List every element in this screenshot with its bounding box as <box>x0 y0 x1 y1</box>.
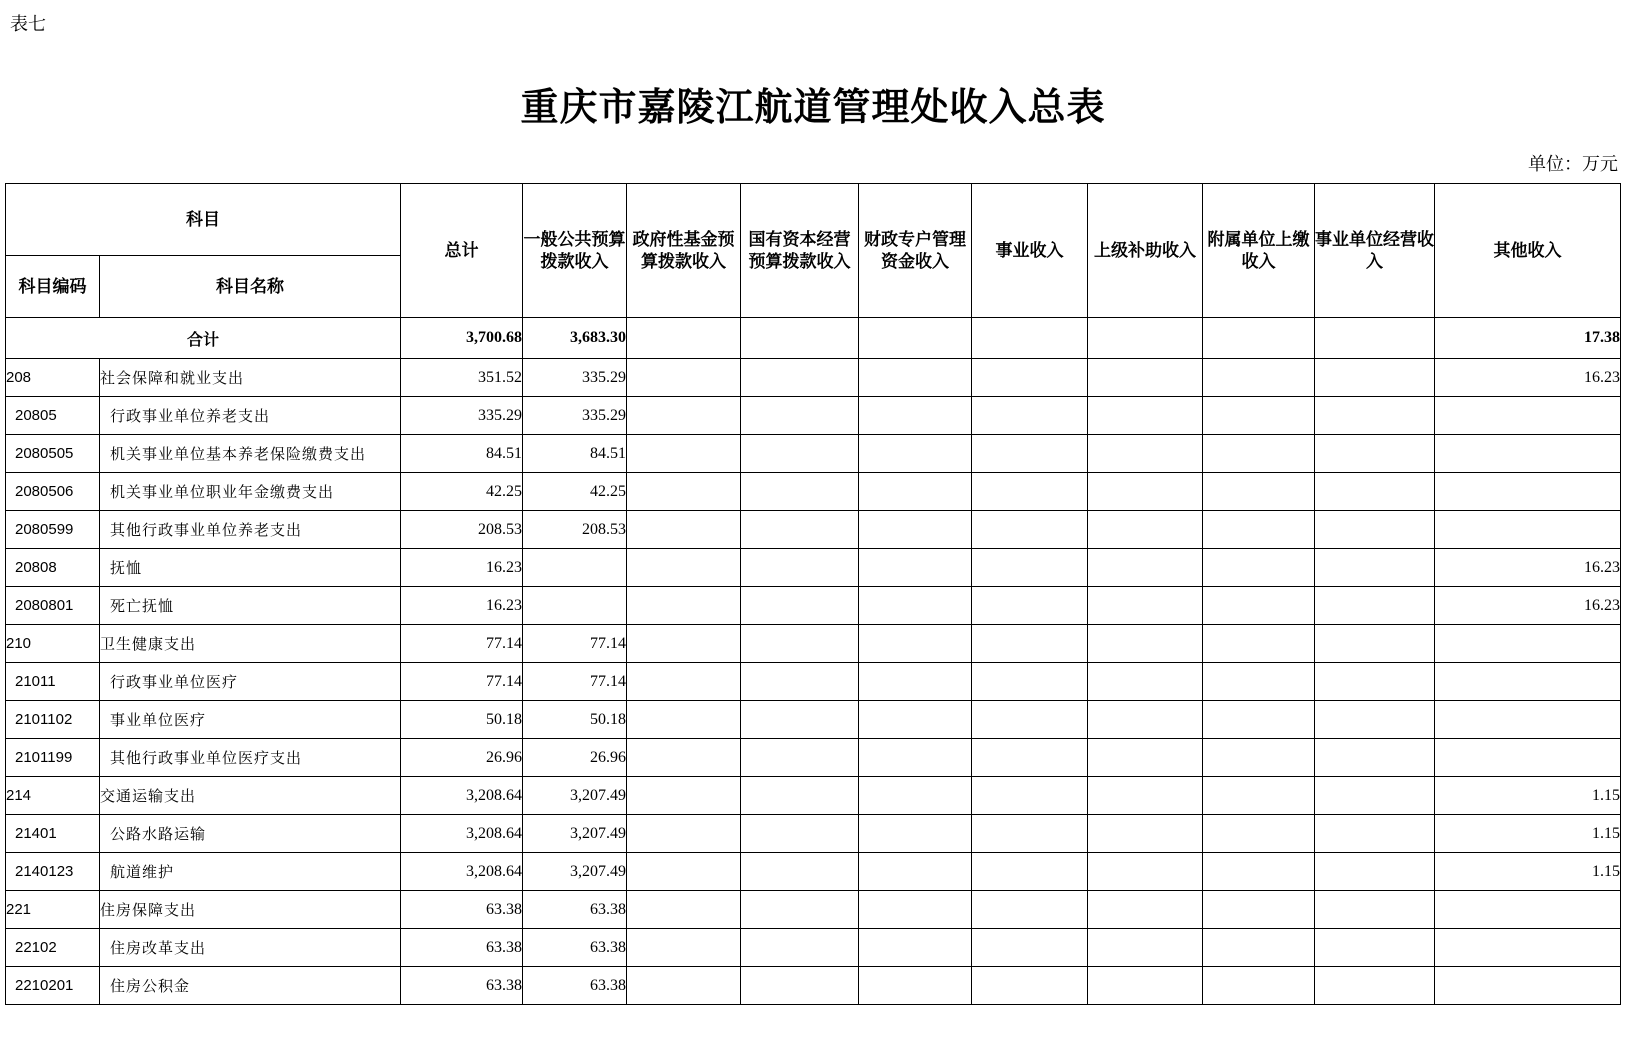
affiliate-income-cell <box>1203 853 1315 891</box>
business-income-cell <box>972 701 1088 739</box>
state-capital-cell <box>741 587 859 625</box>
table-row <box>6 511 1621 549</box>
gov-fund-cell <box>627 853 741 891</box>
operating-income-cell <box>1315 891 1435 929</box>
state-capital-cell <box>741 701 859 739</box>
other-income-cell: 16.23 <box>1435 587 1621 625</box>
table-row <box>6 891 1621 929</box>
general-budget-cell: 3,207.49 <box>523 853 627 891</box>
business-income-cell <box>972 625 1088 663</box>
superior-subsidy-cell <box>1088 473 1203 511</box>
superior-subsidy-cell <box>1088 929 1203 967</box>
subject-header: 科目 <box>6 184 401 256</box>
state-capital-cell <box>741 397 859 435</box>
total-row <box>6 318 1621 359</box>
table-row <box>6 777 1621 815</box>
subject-name-cell: 其他行政事业单位养老支出 <box>100 511 401 549</box>
special-fund-cell <box>859 587 972 625</box>
other-income-cell <box>1435 435 1621 473</box>
general-budget-cell: 63.38 <box>523 929 627 967</box>
subject-code-cell: 208 <box>6 359 100 397</box>
subject-name-cell: 卫生健康支出 <box>100 625 401 663</box>
subject-code-cell: 214 <box>6 777 100 815</box>
general-budget-cell: 63.38 <box>523 967 627 1005</box>
table-row <box>6 853 1621 891</box>
gov-fund-cell <box>627 549 741 587</box>
subject-code-cell: 2080505 <box>6 435 100 473</box>
special-fund-cell <box>859 701 972 739</box>
other-income-cell <box>1435 967 1621 1005</box>
general-budget-cell: 335.29 <box>523 397 627 435</box>
special-fund-cell <box>859 891 972 929</box>
business-income-cell <box>972 663 1088 701</box>
business-income-cell <box>972 511 1088 549</box>
total-cell: 3,700.68 <box>401 318 523 359</box>
special-fund-cell <box>859 967 972 1005</box>
superior-subsidy-cell <box>1088 853 1203 891</box>
subject-code-cell: 21011 <box>6 663 100 701</box>
header-row <box>6 184 1621 256</box>
operating-income-cell <box>1315 549 1435 587</box>
operating-income-cell <box>1315 397 1435 435</box>
affiliate-income-cell <box>1203 701 1315 739</box>
affiliate-income-cell <box>1203 929 1315 967</box>
special-fund-cell <box>859 815 972 853</box>
other-income-cell: 17.38 <box>1435 318 1621 359</box>
superior-subsidy-cell <box>1088 777 1203 815</box>
other-income-header: 其他收入 <box>1435 184 1621 318</box>
superior-subsidy-cell <box>1088 663 1203 701</box>
other-income-cell <box>1435 397 1621 435</box>
general-budget-cell <box>523 549 627 587</box>
general-budget-cell: 77.14 <box>523 663 627 701</box>
superior-subsidy-cell <box>1088 739 1203 777</box>
subject-code-cell: 2101102 <box>6 701 100 739</box>
special-fund-cell <box>859 739 972 777</box>
special-fund-cell <box>859 435 972 473</box>
subject-name-cell: 行政事业单位医疗 <box>100 663 401 701</box>
operating-income-cell <box>1315 815 1435 853</box>
subject-code-cell: 22102 <box>6 929 100 967</box>
general-budget-cell <box>523 587 627 625</box>
gov-fund-cell <box>627 777 741 815</box>
special-fund-cell <box>859 853 972 891</box>
subject-code-cell: 21401 <box>6 815 100 853</box>
table-row <box>6 967 1621 1005</box>
state-capital-cell <box>741 891 859 929</box>
affiliate-income-cell <box>1203 967 1315 1005</box>
table-number: 表七 <box>10 14 46 35</box>
operating-income-cell <box>1315 739 1435 777</box>
table-row <box>6 359 1621 397</box>
operating-income-cell <box>1315 967 1435 1005</box>
state-capital-cell <box>741 929 859 967</box>
table-row <box>6 701 1621 739</box>
subject-name-cell: 其他行政事业单位医疗支出 <box>100 739 401 777</box>
table-row <box>6 815 1621 853</box>
special-fund-cell <box>859 663 972 701</box>
state-capital-cell <box>741 625 859 663</box>
special-fund-header: 财政专户管理资金收入 <box>859 184 972 318</box>
special-fund-cell <box>859 929 972 967</box>
business-income-cell <box>972 587 1088 625</box>
superior-subsidy-cell <box>1088 625 1203 663</box>
gov-fund-cell <box>627 397 741 435</box>
total-cell: 63.38 <box>401 967 523 1005</box>
gov-fund-header: 政府性基金预算拨款收入 <box>627 184 741 318</box>
superior-subsidy-header: 上级补助收入 <box>1088 184 1203 318</box>
subject-code-cell: 2101199 <box>6 739 100 777</box>
general-budget-cell: 50.18 <box>523 701 627 739</box>
business-income-cell <box>972 397 1088 435</box>
state-capital-cell <box>741 511 859 549</box>
general-budget-cell: 335.29 <box>523 359 627 397</box>
superior-subsidy-cell <box>1088 967 1203 1005</box>
superior-subsidy-cell <box>1088 511 1203 549</box>
affiliate-income-cell <box>1203 359 1315 397</box>
general-budget-cell: 26.96 <box>523 739 627 777</box>
business-income-cell <box>972 777 1088 815</box>
affiliate-income-cell <box>1203 777 1315 815</box>
general-budget-cell: 3,683.30 <box>523 318 627 359</box>
special-fund-cell <box>859 777 972 815</box>
total-cell: 63.38 <box>401 929 523 967</box>
subject-code-cell: 2140123 <box>6 853 100 891</box>
other-income-cell: 16.23 <box>1435 549 1621 587</box>
affiliate-income-cell <box>1203 318 1315 359</box>
business-income-cell <box>972 549 1088 587</box>
gov-fund-cell <box>627 815 741 853</box>
subject-name-cell: 社会保障和就业支出 <box>100 359 401 397</box>
operating-income-cell <box>1315 473 1435 511</box>
special-fund-cell <box>859 625 972 663</box>
general-budget-cell: 208.53 <box>523 511 627 549</box>
total-cell: 63.38 <box>401 891 523 929</box>
subject-name-cell: 事业单位医疗 <box>100 701 401 739</box>
special-fund-cell <box>859 473 972 511</box>
subject-code-cell: 2080801 <box>6 587 100 625</box>
affiliate-income-cell <box>1203 473 1315 511</box>
other-income-cell <box>1435 625 1621 663</box>
superior-subsidy-cell <box>1088 815 1203 853</box>
gov-fund-cell <box>627 511 741 549</box>
affiliate-income-cell <box>1203 397 1315 435</box>
gov-fund-cell <box>627 318 741 359</box>
subject-code-cell: 2080599 <box>6 511 100 549</box>
special-fund-cell <box>859 549 972 587</box>
general-budget-cell: 3,207.49 <box>523 815 627 853</box>
affiliate-income-cell <box>1203 511 1315 549</box>
state-capital-cell <box>741 318 859 359</box>
affiliate-income-cell <box>1203 435 1315 473</box>
operating-income-cell <box>1315 853 1435 891</box>
operating-income-cell <box>1315 587 1435 625</box>
other-income-cell <box>1435 473 1621 511</box>
table-row <box>6 549 1621 587</box>
special-fund-cell <box>859 397 972 435</box>
income-summary-table <box>5 183 1621 1005</box>
operating-income-cell <box>1315 318 1435 359</box>
affiliate-income-cell <box>1203 891 1315 929</box>
page-title: 重庆市嘉陵江航道管理处收入总表 <box>520 84 1106 129</box>
business-income-cell <box>972 853 1088 891</box>
gov-fund-cell <box>627 359 741 397</box>
business-income-cell <box>972 891 1088 929</box>
business-income-cell <box>972 435 1088 473</box>
subject-name-cell: 航道维护 <box>100 853 401 891</box>
total-header: 总计 <box>401 184 523 318</box>
state-capital-cell <box>741 815 859 853</box>
total-cell: 351.52 <box>401 359 523 397</box>
total-cell: 26.96 <box>401 739 523 777</box>
subject-code-cell: 20805 <box>6 397 100 435</box>
affiliate-income-cell <box>1203 625 1315 663</box>
total-cell: 50.18 <box>401 701 523 739</box>
affiliate-income-cell <box>1203 587 1315 625</box>
gov-fund-cell <box>627 663 741 701</box>
state-capital-cell <box>741 435 859 473</box>
other-income-cell <box>1435 929 1621 967</box>
general-budget-header: 一般公共预算拨款收入 <box>523 184 627 318</box>
code-header: 科目编码 <box>6 256 100 318</box>
superior-subsidy-cell <box>1088 587 1203 625</box>
state-capital-cell <box>741 359 859 397</box>
subject-name-cell: 公路水路运输 <box>100 815 401 853</box>
operating-income-cell <box>1315 777 1435 815</box>
business-income-cell <box>972 318 1088 359</box>
other-income-cell: 1.15 <box>1435 853 1621 891</box>
subject-name-cell: 行政事业单位养老支出 <box>100 397 401 435</box>
business-income-cell <box>972 815 1088 853</box>
subject-name-cell: 抚恤 <box>100 549 401 587</box>
other-income-cell: 1.15 <box>1435 815 1621 853</box>
state-capital-cell <box>741 853 859 891</box>
total-cell: 16.23 <box>401 549 523 587</box>
affiliate-income-cell <box>1203 739 1315 777</box>
total-cell: 16.23 <box>401 587 523 625</box>
other-income-cell <box>1435 739 1621 777</box>
subject-code-cell: 221 <box>6 891 100 929</box>
superior-subsidy-cell <box>1088 549 1203 587</box>
affiliate-income-cell <box>1203 815 1315 853</box>
business-income-header: 事业收入 <box>972 184 1088 318</box>
superior-subsidy-cell <box>1088 359 1203 397</box>
table-row <box>6 739 1621 777</box>
total-cell: 77.14 <box>401 625 523 663</box>
other-income-cell: 1.15 <box>1435 777 1621 815</box>
gov-fund-cell <box>627 473 741 511</box>
gov-fund-cell <box>627 739 741 777</box>
gov-fund-cell <box>627 967 741 1005</box>
total-cell: 42.25 <box>401 473 523 511</box>
special-fund-cell <box>859 511 972 549</box>
table-row <box>6 397 1621 435</box>
affiliate-income-cell <box>1203 663 1315 701</box>
operating-income-cell <box>1315 663 1435 701</box>
general-budget-cell: 42.25 <box>523 473 627 511</box>
total-cell: 3,208.64 <box>401 815 523 853</box>
operating-income-cell <box>1315 359 1435 397</box>
table-row <box>6 473 1621 511</box>
subject-code-cell: 20808 <box>6 549 100 587</box>
general-budget-cell: 63.38 <box>523 891 627 929</box>
subject-name-cell: 住房保障支出 <box>100 891 401 929</box>
other-income-cell <box>1435 701 1621 739</box>
gov-fund-cell <box>627 891 741 929</box>
subject-name-cell: 住房改革支出 <box>100 929 401 967</box>
gov-fund-cell <box>627 587 741 625</box>
gov-fund-cell <box>627 435 741 473</box>
general-budget-cell: 3,207.49 <box>523 777 627 815</box>
state-capital-cell <box>741 967 859 1005</box>
other-income-cell <box>1435 511 1621 549</box>
table-row <box>6 587 1621 625</box>
total-cell: 335.29 <box>401 397 523 435</box>
operating-income-header: 事业单位经营收入 <box>1315 184 1435 318</box>
subject-code-cell: 2080506 <box>6 473 100 511</box>
subject-name-cell: 机关事业单位基本养老保险缴费支出 <box>100 435 401 473</box>
gov-fund-cell <box>627 625 741 663</box>
operating-income-cell <box>1315 435 1435 473</box>
total-cell: 77.14 <box>401 663 523 701</box>
superior-subsidy-cell <box>1088 701 1203 739</box>
superior-subsidy-cell <box>1088 891 1203 929</box>
business-income-cell <box>972 473 1088 511</box>
general-budget-cell: 84.51 <box>523 435 627 473</box>
subject-name-cell: 交通运输支出 <box>100 777 401 815</box>
special-fund-cell <box>859 359 972 397</box>
total-cell: 3,208.64 <box>401 777 523 815</box>
business-income-cell <box>972 929 1088 967</box>
superior-subsidy-cell <box>1088 435 1203 473</box>
unit-label: 单位：万元 <box>1528 154 1618 175</box>
business-income-cell <box>972 739 1088 777</box>
subject-code-cell: 2210201 <box>6 967 100 1005</box>
gov-fund-cell <box>627 929 741 967</box>
total-cell: 3,208.64 <box>401 853 523 891</box>
table-row <box>6 625 1621 663</box>
affiliate-income-cell <box>1203 549 1315 587</box>
state-capital-cell <box>741 549 859 587</box>
superior-subsidy-cell <box>1088 318 1203 359</box>
table-row <box>6 663 1621 701</box>
affiliate-income-header: 附属单位上缴收入 <box>1203 184 1315 318</box>
name-header: 科目名称 <box>100 256 401 318</box>
superior-subsidy-cell <box>1088 397 1203 435</box>
gov-fund-cell <box>627 701 741 739</box>
table-row <box>6 929 1621 967</box>
operating-income-cell <box>1315 511 1435 549</box>
subject-name-cell: 住房公积金 <box>100 967 401 1005</box>
operating-income-cell <box>1315 701 1435 739</box>
business-income-cell <box>972 967 1088 1005</box>
subject-name-cell: 机关事业单位职业年金缴费支出 <box>100 473 401 511</box>
other-income-cell <box>1435 663 1621 701</box>
table-row <box>6 435 1621 473</box>
general-budget-cell: 77.14 <box>523 625 627 663</box>
state-capital-header: 国有资本经营预算拨款收入 <box>741 184 859 318</box>
total-cell: 208.53 <box>401 511 523 549</box>
other-income-cell <box>1435 891 1621 929</box>
business-income-cell <box>972 359 1088 397</box>
state-capital-cell <box>741 739 859 777</box>
other-income-cell: 16.23 <box>1435 359 1621 397</box>
special-fund-cell <box>859 318 972 359</box>
subject-name-cell: 死亡抚恤 <box>100 587 401 625</box>
total-cell: 84.51 <box>401 435 523 473</box>
operating-income-cell <box>1315 625 1435 663</box>
state-capital-cell <box>741 663 859 701</box>
operating-income-cell <box>1315 929 1435 967</box>
subject-code-cell: 210 <box>6 625 100 663</box>
state-capital-cell <box>741 473 859 511</box>
state-capital-cell <box>741 777 859 815</box>
total-label: 合计 <box>6 318 401 359</box>
